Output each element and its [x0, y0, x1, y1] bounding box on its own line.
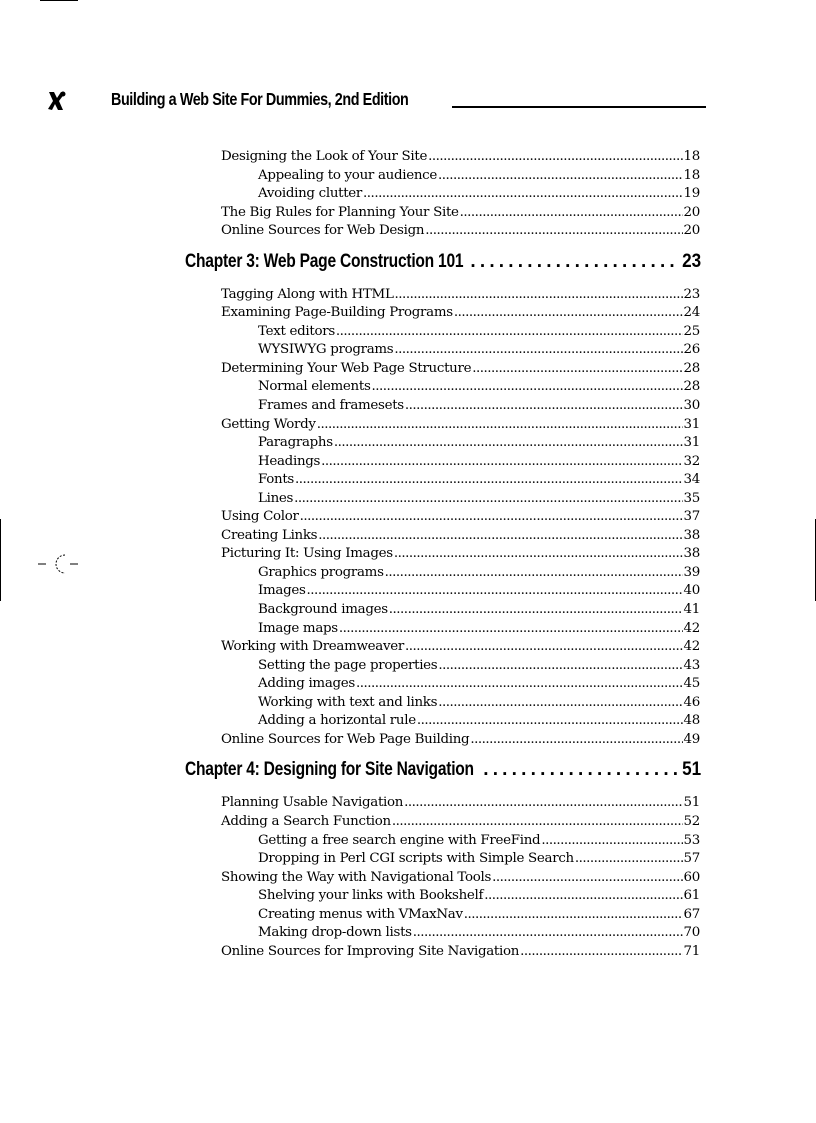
toc-entry-title: Using Color — [221, 509, 299, 525]
toc-entry-title: Making drop-down lists — [258, 925, 412, 941]
toc-entry-page: 19 — [683, 186, 700, 202]
toc-entry — [221, 813, 700, 832]
toc-entry — [258, 675, 700, 694]
toc-entry-title: Determining Your Web Page Structure — [221, 360, 472, 376]
dummies-man-icon — [47, 90, 67, 112]
toc-entry-title: Working with text and links — [258, 694, 438, 710]
toc-entry-page: 42 — [683, 620, 700, 636]
toc-entry-title: Picturing It: Using Images — [221, 546, 393, 562]
toc-entry-page: 18 — [683, 167, 700, 183]
chapter-page: 23 — [681, 250, 701, 272]
toc-entry — [258, 341, 700, 360]
dot-leader — [470, 251, 679, 273]
dot-leader — [339, 620, 683, 639]
dot-leader — [363, 185, 683, 204]
toc-entry-title: Online Sources for Web Design — [221, 223, 425, 239]
toc-entry-title: Frames and framesets — [258, 398, 404, 414]
toc-entry — [258, 582, 700, 601]
dot-leader — [385, 564, 683, 583]
dot-leader — [484, 887, 682, 906]
dot-leader — [317, 416, 683, 435]
dot-leader — [472, 360, 682, 379]
toc-entry-page: 57 — [683, 851, 700, 867]
toc-entry-page: 38 — [683, 527, 700, 543]
toc-entry-title: Shelving your links with Bookshelf — [258, 888, 484, 904]
toc-entry-page: 20 — [683, 223, 700, 239]
dot-leader — [294, 490, 682, 509]
toc-entry — [258, 471, 700, 490]
toc-entry-title: Setting the page properties — [258, 657, 438, 673]
toc-entry-page: 42 — [683, 639, 700, 655]
toc-entry-page: 39 — [683, 564, 700, 580]
header-rule — [452, 106, 706, 108]
toc-entry-page: 67 — [683, 906, 700, 922]
toc-entry-page: 26 — [683, 342, 700, 358]
dot-leader — [425, 222, 682, 241]
dot-leader — [405, 638, 683, 657]
toc-entry — [258, 906, 700, 925]
toc-group-chapter-4 — [0, 794, 816, 961]
toc-entry — [258, 490, 700, 509]
toc-entry-title: Adding a Search Function — [221, 813, 391, 829]
chapter-title: Chapter 3: Web Page Construction 101 — [185, 250, 464, 272]
toc-entry-page: 70 — [683, 925, 700, 941]
toc-entry-title: Working with Dreamweaver — [221, 639, 404, 655]
toc-entry — [258, 397, 700, 416]
chapter-3-heading — [185, 251, 701, 273]
toc-entry-page: 38 — [683, 546, 700, 562]
toc-entry — [258, 167, 700, 186]
chapter-4-heading — [185, 759, 701, 781]
toc-entry-title: Text editors — [258, 323, 335, 339]
toc-entry — [258, 620, 700, 639]
toc-entry-title: Adding a horizontal rule — [258, 713, 416, 729]
toc-entry-title: Online Sources for Improving Site Navigation — [221, 943, 520, 959]
chapter-title: Chapter 4: Designing for Site Navigation — [185, 759, 474, 781]
toc-entry — [258, 453, 700, 472]
toc-entry-title: Background images — [258, 602, 388, 618]
toc-entry-page: 28 — [683, 360, 700, 376]
toc-entry-page: 20 — [683, 204, 700, 220]
dot-leader — [464, 906, 683, 925]
toc-entry-title: Images — [258, 583, 306, 599]
toc-entry — [221, 638, 700, 657]
toc-entry — [221, 148, 700, 167]
toc-entry-title: Appealing to your audience — [258, 167, 437, 183]
toc-entry — [221, 731, 700, 750]
dot-leader — [438, 167, 683, 186]
toc-entry — [221, 204, 700, 223]
toc-entry — [221, 943, 700, 962]
toc-entry-title: Paragraphs — [258, 435, 333, 451]
toc-entry-page: 49 — [683, 731, 700, 747]
toc-entry — [258, 694, 700, 713]
toc-entry — [258, 850, 700, 869]
toc-entry-page: 25 — [683, 323, 700, 339]
toc-entry-page: 24 — [683, 305, 700, 321]
toc-entry-title: Dropping in Perl CGI scripts with Simple Search — [258, 851, 574, 867]
toc-entry-page: 51 — [683, 795, 700, 811]
toc-entry-page: 37 — [683, 509, 700, 525]
dot-leader — [334, 434, 683, 453]
toc-entry-title: Online Sources for Web Page Building — [221, 731, 470, 747]
toc-entry — [221, 286, 700, 305]
toc-entry-page: 40 — [683, 583, 700, 599]
dot-leader — [483, 759, 680, 781]
toc-entry — [221, 794, 700, 813]
chapter-page: 51 — [681, 759, 701, 781]
toc-entry — [221, 508, 700, 527]
dot-leader — [392, 813, 683, 832]
dot-leader — [389, 601, 683, 620]
dot-leader — [395, 286, 683, 305]
toc-entry — [221, 545, 700, 564]
dot-leader — [492, 869, 682, 888]
toc-entry-page: 48 — [683, 713, 700, 729]
toc-entry-title: Creating Links — [221, 527, 318, 543]
toc-entry-page: 60 — [683, 869, 700, 885]
toc-entry-title: Image maps — [258, 620, 338, 636]
dot-leader — [541, 832, 682, 851]
dot-leader — [470, 731, 682, 750]
toc-entry-title: Showing the Way with Navigational Tools — [221, 869, 492, 885]
toc-entry — [258, 712, 700, 731]
dot-leader — [295, 471, 683, 490]
toc-entry — [221, 527, 700, 546]
toc-entry — [258, 564, 700, 583]
dot-leader — [405, 397, 683, 416]
toc-entry-page: 34 — [683, 472, 700, 488]
toc-entry — [258, 185, 700, 204]
toc-entry-title: Lines — [258, 490, 294, 506]
toc-entry-title: Examining Page-Building Programs — [221, 305, 453, 321]
crop-mark-top — [40, 0, 78, 1]
toc-entry-page: 61 — [683, 888, 700, 904]
toc-entry — [258, 434, 700, 453]
toc-entry — [221, 222, 700, 241]
dot-leader — [307, 582, 683, 601]
toc-entry — [221, 360, 700, 379]
dot-leader — [438, 694, 682, 713]
toc-entry-page: 31 — [683, 435, 700, 451]
toc-entry-title: Avoiding clutter — [258, 186, 363, 202]
toc-entry-title: Fonts — [258, 472, 294, 488]
dot-leader — [454, 304, 683, 323]
toc-entry-page: 53 — [683, 832, 700, 848]
toc-entry-page: 71 — [683, 943, 700, 959]
toc-entry — [221, 304, 700, 323]
toc-entry-title: The Big Rules for Planning Your Site — [221, 204, 459, 220]
toc-group-chapter-2-tail — [0, 148, 816, 241]
toc-group-chapter-3 — [0, 286, 816, 750]
toc-entry-title: Tagging Along with HTML — [221, 286, 394, 302]
toc-entry-page: 31 — [683, 416, 700, 432]
toc-entry — [258, 924, 700, 943]
toc-entry-page: 32 — [683, 453, 700, 469]
dot-leader — [394, 545, 683, 564]
dot-leader — [336, 323, 683, 342]
toc-entry-title: Designing the Look of Your Site — [221, 149, 428, 164]
toc-entry-page: 28 — [683, 379, 700, 395]
toc-entry-title: Getting Wordy — [221, 416, 316, 432]
toc-entry-page: 43 — [683, 657, 700, 673]
toc-entry-page: 41 — [683, 602, 700, 618]
dot-leader — [394, 341, 682, 360]
toc-entry-title: Getting a free search engine with FreeFind — [258, 832, 541, 848]
toc-entry-page: 45 — [683, 676, 700, 692]
toc-entry-title: Creating menus with VMaxNav — [258, 906, 463, 922]
toc-entry-page: 46 — [683, 694, 700, 710]
toc-entry-page: 30 — [683, 398, 700, 414]
toc-entry — [258, 832, 700, 851]
toc-entry-title: WYSIWYG programs — [258, 342, 394, 358]
dot-leader — [372, 378, 683, 397]
toc-entry-page: 35 — [683, 490, 700, 506]
dot-leader — [417, 712, 683, 731]
toc-entry-page: 52 — [683, 813, 700, 829]
toc-entry — [221, 869, 700, 888]
toc-entry — [258, 323, 700, 342]
dot-leader — [575, 850, 683, 869]
table-of-contents — [0, 148, 816, 961]
toc-entry — [258, 887, 700, 906]
dot-leader — [428, 148, 682, 167]
dot-leader — [356, 675, 683, 694]
toc-entry-title: Planning Usable Navigation — [221, 795, 404, 811]
dot-leader — [404, 794, 682, 813]
dot-leader — [413, 924, 683, 943]
toc-entry-title: Headings — [258, 453, 321, 469]
toc-entry-page: 18 — [683, 149, 700, 164]
toc-entry — [258, 378, 700, 397]
toc-entry-page: 23 — [683, 286, 700, 302]
toc-entry — [258, 657, 700, 676]
dot-leader — [520, 943, 682, 962]
dot-leader — [460, 204, 683, 223]
dot-leader — [321, 453, 682, 472]
dot-leader — [300, 508, 683, 527]
toc-entry — [221, 416, 700, 435]
dot-leader — [318, 527, 682, 546]
running-header-title: Building a Web Site For Dummies, 2nd Edition — [111, 89, 409, 109]
toc-entry-title: Graphics programs — [258, 564, 384, 580]
toc-entry-title: Adding images — [258, 676, 355, 692]
toc-entry — [258, 601, 700, 620]
dot-leader — [438, 657, 682, 676]
toc-entry-title: Normal elements — [258, 379, 371, 395]
